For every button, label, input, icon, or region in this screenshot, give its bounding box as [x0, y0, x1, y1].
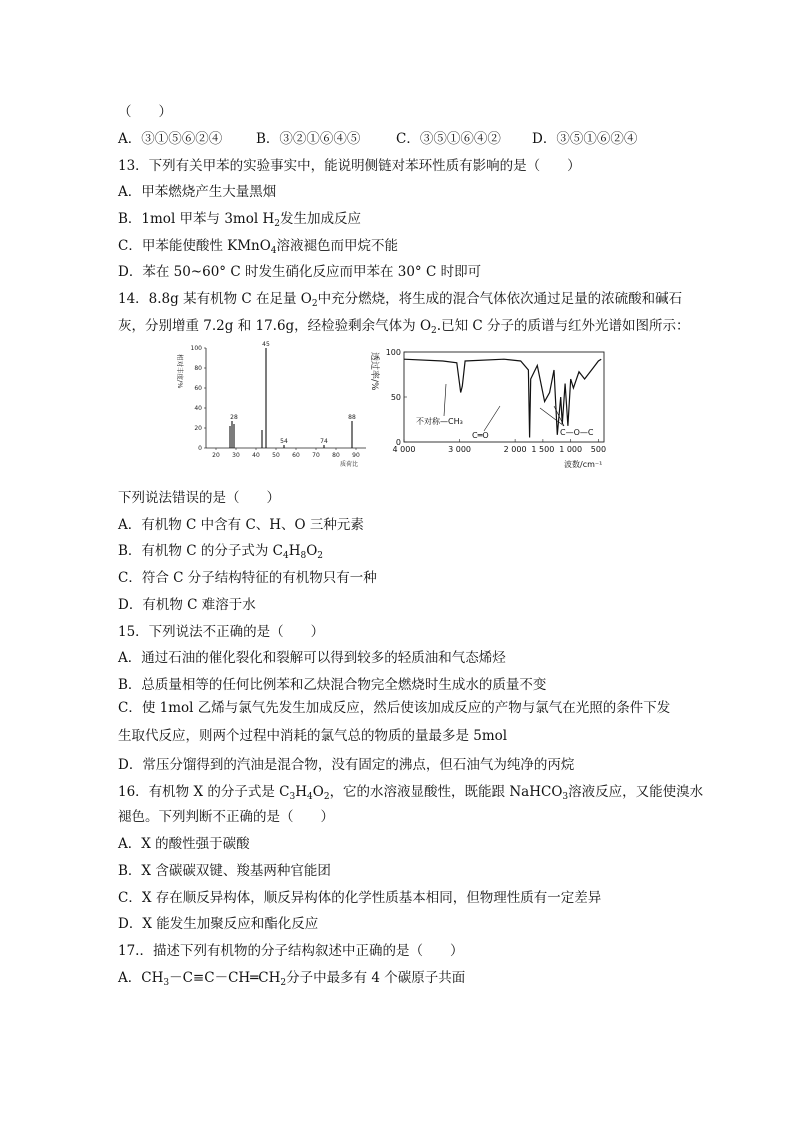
- ms-peak-label: 54: [280, 438, 288, 445]
- q15-option-c-line1: C．使 1mol 乙烯与氯气先发生加成反应，然后使该加成反应的产物与氯气在光照的条件下发: [118, 700, 671, 716]
- ir-xlabel: 波数/cm⁻¹: [564, 460, 603, 469]
- q12-option-d: D．③⑤①⑥②④: [532, 131, 638, 147]
- ir-annotation-ch3: 不对称—CH₃: [416, 417, 463, 426]
- q16-stem-line1: 16．有机物 X 的分子式是 $C_3H_4O_2$，它的水溶液显酸性，既能跟 NaHCO$_3$溶液反应，又能使溴水: [118, 784, 704, 802]
- q13-option-b: B．1mol 甲苯与 3mol $H_2$发生加成反应: [118, 211, 361, 229]
- q15-option-a: A．通过石油的催化裂化和裂解可以得到较多的轻质油和气态烯烃: [118, 650, 506, 666]
- mass-spectrum-chart: [170, 340, 370, 470]
- q13-option-a: A．甲苯燃烧产生大量黑烟: [118, 184, 277, 200]
- ir-x-tick-label: 1 500: [531, 445, 555, 454]
- q14-option-d: D．有机物 C 难溶于水: [118, 597, 256, 613]
- q12-options: [118, 130, 637, 148]
- ms-y-tick-label: 20: [194, 425, 202, 432]
- ms-ylabel: 相对丰度/%: [176, 354, 184, 389]
- ms-y-tick-label: 100: [190, 345, 202, 352]
- q14-ask: 下列说法错误的是（ ）: [118, 490, 280, 506]
- q16-option-a: A．X 的酸性强于碳酸: [118, 836, 250, 852]
- ir-x-tick-label: 1 000: [559, 445, 583, 454]
- q17-option-a: A．$CH_3-C\equiv C-CH═CH_2$分子中最多有 4 个碳原子共面: [118, 970, 466, 988]
- q12-option-a: A．③①⑤⑥②④: [118, 131, 223, 147]
- ms-x-tick-label: 50: [272, 452, 280, 459]
- ms-x-tick-label: 40: [252, 452, 260, 459]
- q15-option-b: B．总质量相等的任何比例苯和乙炔混合物完全燃烧时生成水的质量不变: [118, 677, 547, 693]
- ms-x-tick-label: 70: [312, 452, 320, 459]
- ir-annotation-co: C═O: [472, 431, 489, 440]
- ms-y-tick-label: 60: [194, 385, 202, 392]
- ms-peak-label: 28: [230, 414, 238, 421]
- q13-option-c: C．甲苯能使酸性 KMnO$_4$溶液褪色而甲烷不能: [118, 238, 399, 256]
- ir-x-tick-label: 3 000: [448, 445, 472, 454]
- ms-peak-label: 45: [262, 341, 270, 348]
- q14-option-c: C．符合 C 分子结构特征的有机物只有一种: [118, 570, 377, 586]
- q14-option-b: B．有机物 C 的分子式为 $C_4H_8O_2$: [118, 543, 324, 561]
- ms-y-tick-label: 40: [194, 405, 202, 412]
- ms-x-tick-label: 30: [232, 452, 240, 459]
- ir-x-tick-label: 2 000: [503, 445, 527, 454]
- ms-y-tick-label: 80: [194, 365, 202, 372]
- q12-paren: （ ）: [118, 104, 172, 120]
- ms-x-tick-label: 80: [332, 452, 340, 459]
- ir-y-tick-label: 100: [385, 348, 401, 357]
- ms-peak-label: 74: [320, 438, 328, 445]
- q14-stem-line2: 灰，分别增重 7.2g 和 17.6g，经检验剩余气体为 $O_2$.已知 C 分子的质谱与红外光谱如图所示：: [118, 318, 690, 336]
- q13-option-d: D．苯在 50~60° C 时发生硝化反应而甲苯在 30° C 时即可: [118, 264, 482, 280]
- q16-option-c: C．X 存在顺反异构体，顺反异构体的化学性质基本相同，但物理性质有一定差异: [118, 890, 602, 906]
- q17-stem: 17.．描述下列有机物的分子结构叙述中正确的是（ ）: [118, 943, 464, 959]
- ms-x-tick-label: 90: [352, 452, 360, 459]
- q13-stem: 13．下列有关甲苯的实验事实中，能说明侧链对苯环性质有影响的是（ ）: [118, 158, 581, 174]
- ms-y-tick-label: 0: [198, 445, 202, 452]
- q15-stem: 15．下列说法不正确的是（ ）: [118, 624, 325, 640]
- q16-option-b: B．X 含碳碳双键、羧基两种官能团: [118, 863, 331, 879]
- ir-annotation-coc: C—O—C: [560, 428, 594, 437]
- ms-x-tick-label: 60: [292, 452, 300, 459]
- ms-peak-label: 88: [348, 414, 356, 421]
- q15-option-c-line2: 生取代反应，则两个过程中消耗的氯气总的物质的量最多是 5mol: [118, 728, 508, 744]
- q12-option-b: B．③②①⑥④⑤: [256, 131, 361, 147]
- q14-option-a: A．有机物 C 中含有 C、H、O 三种元素: [118, 517, 364, 533]
- ir-x-tick-label: 4 000: [392, 445, 416, 454]
- ms-xlabel: 质荷比: [340, 461, 359, 468]
- ir-x-tick-label: 500: [590, 445, 607, 454]
- ms-x-tick-label: 20: [212, 452, 220, 459]
- q15-option-d: D．常压分馏得到的汽油是混合物，没有固定的沸点，但石油气为纯净的丙烷: [118, 757, 575, 773]
- ir-spectrum-chart: [368, 346, 624, 474]
- ir-y-tick-label: 50: [390, 393, 401, 402]
- q14-stem-line1: 14．8.8g 某有机物 C 在足量 $O_2$中充分燃烧，将生成的混合气体依次通过足量的浓硫酸和碱石: [118, 291, 683, 309]
- q16-option-d: D．X 能发生加聚反应和酯化反应: [118, 916, 319, 932]
- q16-stem-line2: 褪色。下列判断不正确的是（ ）: [118, 809, 334, 825]
- ir-ylabel: 透过率/%: [369, 352, 379, 391]
- ir-y-tick-label: 0: [395, 438, 401, 447]
- q12-option-c: C．③⑤①⑥④②: [396, 131, 501, 147]
